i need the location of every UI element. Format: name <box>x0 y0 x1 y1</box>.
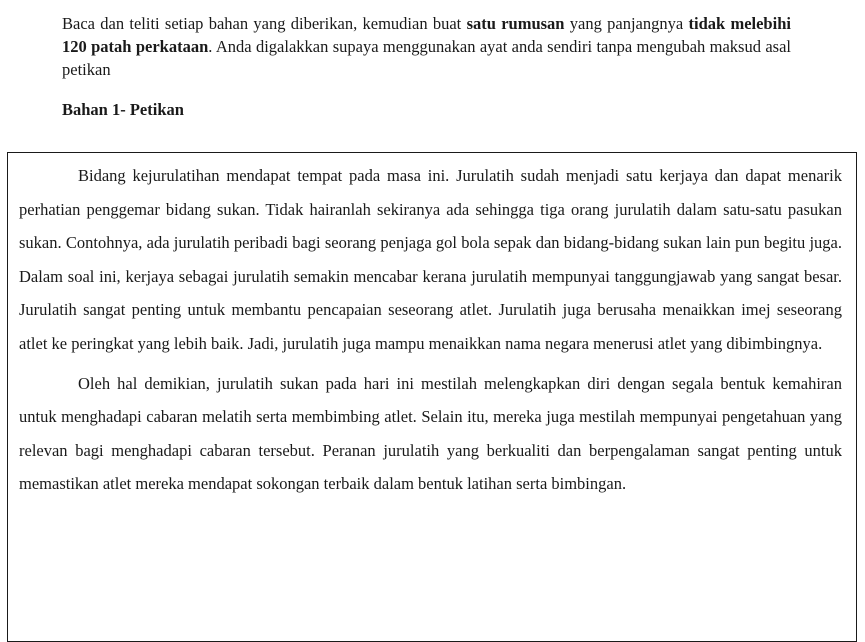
instructions-part3: . Anda digalakkan supaya menggunakan ayat anda sendiri tanpa mengubah maksud asal petikan <box>62 37 791 79</box>
instructions-bold-summary: satu rumusan <box>466 14 565 33</box>
section-heading: Bahan 1- Petikan <box>62 100 184 119</box>
passage-box <box>7 152 857 642</box>
instructions-text <box>62 12 791 81</box>
instructions-bold-word-limit: tidak melebihi 120 patah perkataan <box>62 14 791 56</box>
instructions-block <box>62 12 791 81</box>
passage-paragraph-2: Oleh hal demikian, jurulatih sukan pada hari ini mestilah melengkapkan diri dengan segala bentuk kemahiran untuk menghadapi cabaran melatih serta membimbing atlet. Selain itu, mereka juga mestilah mempunyai pengetahuan yang relevan bagi menghadapi cabaran tersebut. Peranan jurulatih yang berkualiti dan berpengalaman sangat penting untuk memastikan atlet mereka mendapat sokongan terbaik dalam bentuk latihan serta bimbingan. <box>19 373 842 494</box>
passage-paragraph-1: Bidang kejurulatihan mendapat tempat pada masa ini. Jurulatih sudah menjadi satu kerjaya dan dapat menarik perhatian penggemar bidang sukan. Tidak hairanlah sekiranya ada sehingga tiga orang jurulatih dalam satu-satu pasukan sukan. Contohnya, ada jurulatih peribadi bagi seorang penjaga gol bola sepak dan bidang-bidang sukan lain pun begitu juga. Dalam soal ini, kerjaya sebagai jurulatih semakin mencabar kerana jurulatih mempunyai tanggungjawab yang sangat besar. Jurulatih sangat penting untuk membantu pencapaian seseorang atlet. Jurulatih juga berusaha menaikkan imej seseorang atlet ke peringkat yang lebih baik. Jadi, jurulatih juga mampu menaikkan nama negara menerusi atlet yang dibimbingnya. <box>19 166 842 353</box>
instructions-part1: Baca dan teliti setiap bahan yang diberikan, kemudian buat <box>62 14 467 33</box>
instructions-part2: yang panjangnya <box>564 14 689 33</box>
